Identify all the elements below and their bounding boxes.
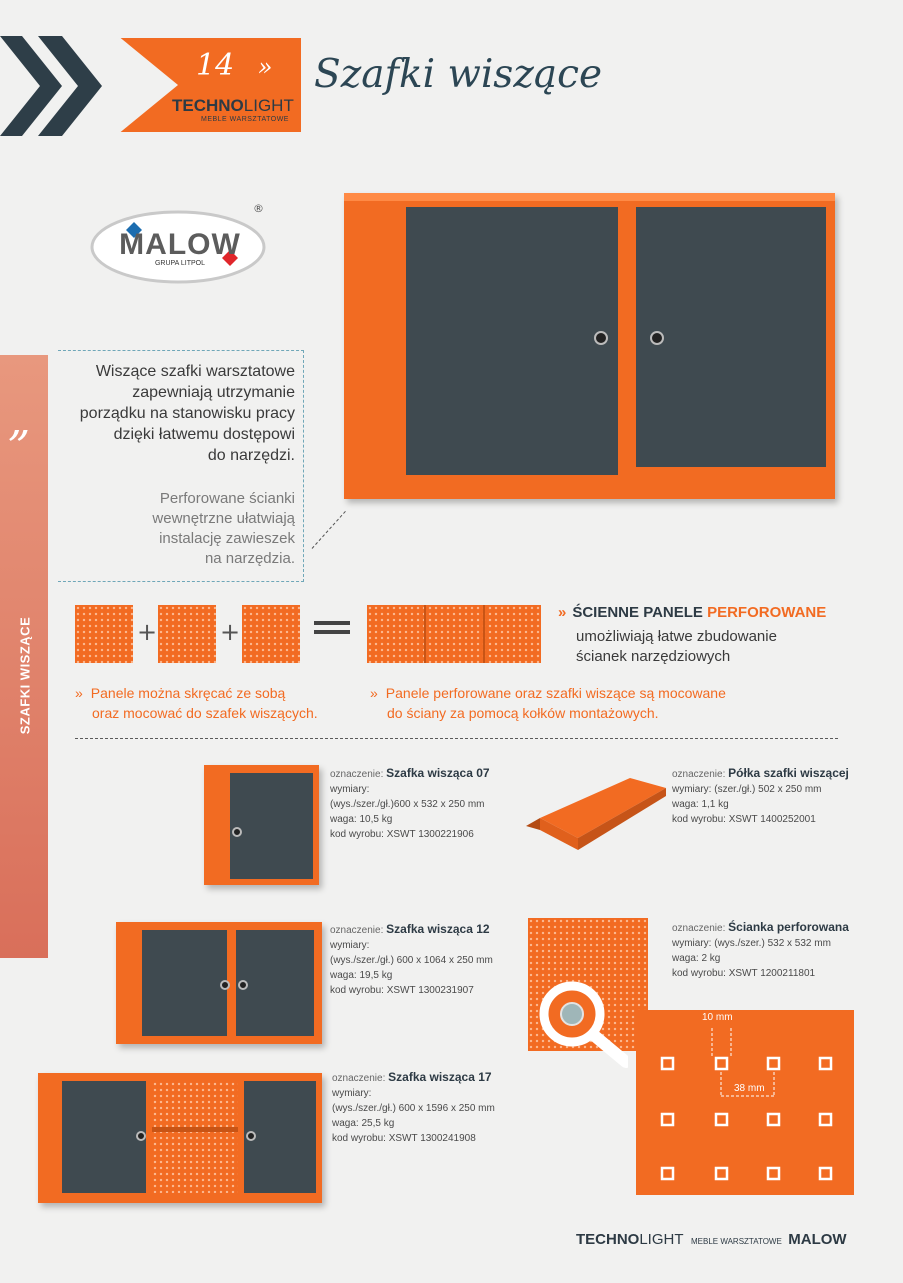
malow-logo	[90, 202, 268, 286]
panel-tile	[158, 605, 216, 663]
product-spec: oznaczenie: Szafka wisząca 07 wymiary: (wys./szer./gł.)600 x 532 x 250 mm waga: 10,5 kg kod wyrobu: XSWT 1300221906	[330, 766, 490, 840]
right-door	[636, 207, 826, 467]
registered-mark: ®	[253, 202, 264, 215]
plus-sign: +	[220, 618, 241, 646]
panels-note-left: » Panele można skręcać ze sobą oraz mocować do szafek wiszących.	[75, 685, 318, 721]
product-spec: oznaczenie: Półka szafki wiszącej wymiary: (szer./gł.) 502 x 250 mm waga: 1,1 kg kod wyrobu: XSWT 1400252001	[672, 766, 849, 825]
main-cabinet-image	[344, 193, 835, 499]
footer-brand: TECHNOLIGHT MEBLE WARSZTATOWE MALOW	[576, 1231, 847, 1248]
page-title: Szafki wiszące	[314, 52, 603, 97]
product-name: Ścianka perforowana	[728, 920, 849, 934]
cabinet-17-image	[38, 1073, 322, 1203]
lock-icon	[594, 331, 608, 345]
shelf-image	[520, 768, 668, 863]
magnifier-icon	[538, 980, 610, 1052]
page-number: 14 »	[196, 48, 273, 83]
product-spec: oznaczenie: Ścianka perforowana wymiary: (wys./szer.) 532 x 532 mm waga: 2 kg kod wyrobu: XSWT 1200211801	[672, 920, 849, 979]
panels-headline: » ŚCIENNE PANELE PERFOROWANE	[558, 604, 827, 621]
product-name: Szafka wisząca 07	[386, 766, 490, 780]
equals-sign	[314, 621, 350, 634]
product-name: Szafka wisząca 12	[386, 922, 490, 936]
lock-icon	[220, 980, 230, 990]
sidebar-label: SZAFKI WISZĄCE	[17, 616, 33, 735]
intro-main-text: Wiszące szafki warsztatowe zapewniają utrzymanie porządku na stanowisku pracy dzięki łatwemu dostępowi do narzędzi.	[79, 363, 295, 464]
left-door	[406, 207, 618, 475]
hole-size-label: 10 mm	[702, 1012, 733, 1023]
plus-sign: +	[137, 618, 158, 646]
panel-row	[367, 605, 541, 663]
spacing-label: 38 mm	[734, 1083, 765, 1094]
logo-sub: GRUPA LITPOL	[154, 260, 206, 267]
cabinet-07-image	[204, 765, 319, 885]
panel-tile	[242, 605, 300, 663]
panel-tile	[75, 605, 133, 663]
product-name: Półka szafki wiszącej	[728, 766, 849, 780]
lock-icon	[238, 980, 248, 990]
lock-icon	[232, 827, 242, 837]
leader-line	[312, 511, 346, 549]
brand-subtitle: MEBLE WARSZTATOWE	[201, 116, 289, 123]
lock-icon	[650, 331, 664, 345]
perforation-detail	[636, 1010, 854, 1195]
cabinet-12-image	[116, 922, 322, 1044]
product-spec: oznaczenie: Szafka wisząca 12 wymiary: (wys./szer./gł.) 600 x 1064 x 250 mm waga: 19,5 kg kod wyrobu: XSWT 1300231907	[330, 922, 493, 996]
logo-name: MALOW	[119, 228, 241, 261]
product-name: Szafka wisząca 17	[388, 1070, 492, 1084]
lock-icon	[246, 1131, 256, 1141]
section-divider	[75, 738, 838, 739]
product-spec: oznaczenie: Szafka wisząca 17 wymiary: (wys./szer./gł.) 600 x 1596 x 250 mm waga: 25,5 kg kod wyrobu: XSWT 1300241908	[332, 1070, 495, 1144]
lock-icon	[136, 1131, 146, 1141]
panels-note-right: » Panele perforowane oraz szafki wiszące są mocowane do ściany za pomocą kołków montażowych.	[370, 685, 726, 721]
quote-marks-icon: „	[8, 395, 31, 446]
brand-name: TECHNOLIGHT	[172, 96, 294, 115]
intro-sub-text: Perforowane ścianki wewnętrzne ułatwiają instalację zawieszek na narzędzia.	[152, 490, 295, 567]
panels-subtext: umożliwiają łatwe zbudowanie ścianek narzędziowych	[576, 628, 777, 665]
header-chevrons	[0, 36, 120, 136]
